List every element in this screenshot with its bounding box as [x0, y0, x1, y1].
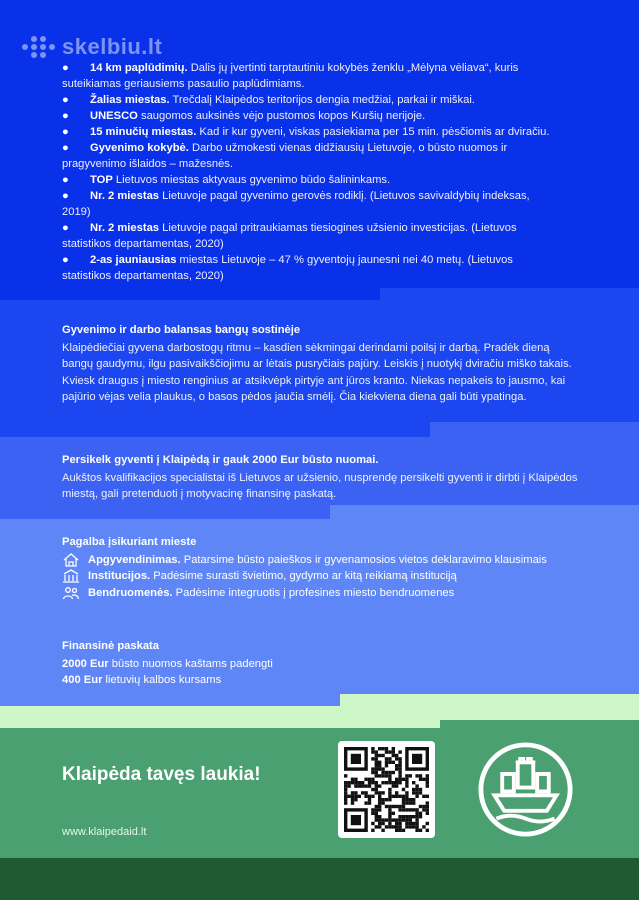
- help-section: [62, 534, 582, 601]
- website-link[interactable]: www.klaipedaid.lt: [62, 826, 147, 838]
- list-item: ● Gyvenimo kokybė. Darbo užmokesti vienas didžiausių Lietuvoje, o būsto nuomos ir pragyvenimo išlaidos – mažesnės.: [62, 142, 508, 170]
- facts-list: [62, 60, 582, 284]
- fact-text: miestas Lietuvoje – 47 % gyventojų jaunesni nei 40 metų. (Lietuvos: [176, 254, 513, 266]
- relocate-heading: Persikelk gyventi į Klaipėdą ir gauk 2000 Eur būsto nuomai.: [62, 454, 379, 466]
- institution-icon: [62, 569, 80, 583]
- fact-text-cont: 2019): [62, 206, 91, 218]
- help-text: Padėsime surasti švietimo, gydymo ar kitą reikiamą instituciją: [150, 570, 457, 582]
- help-heading: Pagalba įsikuriant mieste: [62, 536, 197, 548]
- fact-text: Dalis jų įvertinti tarptautiniu kokybės ženklu „Mėlyna vėliava“, kuris: [187, 62, 519, 74]
- fact-bold: TOP: [90, 174, 113, 186]
- fact-bold: 2-as jauniausias: [90, 254, 177, 266]
- relocate-body: Aukštos kvalifikacijos specialistai iš Lietuvos ar užsienio, nusprendę persikelti gyventi ir dirbti į Klaipėdos miestą, gali pretenduoti į motyvacinę finansinę paskatą.: [62, 471, 578, 500]
- list-item: ● TOP Lietuvos miestas aktyvaus gyvenimo būdo šalininkams.: [62, 174, 391, 186]
- people-icon: [62, 586, 80, 600]
- list-item: ● Žalias miestas. Trečdalį Klaipėdos teritorijos dengia medžiai, parkai ir miškai.: [62, 94, 475, 106]
- qr-code-pattern: [344, 747, 429, 832]
- list-item: ● Nr. 2 miestas Lietuvoje pagal pritraukiamas tiesiogines užsienio investicijas. (Lietuvos statistikos departamentas, 2020): [62, 222, 517, 250]
- cta-heading: Klaipėda tavęs laukia!: [62, 764, 261, 785]
- list-item: ● 15 minučių miestas. Kad ir kur gyveni, viskas pasiekiama per 15 min. pėsčiomis ar dviračiu.: [62, 126, 550, 138]
- fact-text: Trečdalį Klaipėdos teritorijos dengia medžiai, parkai ir miškai.: [169, 94, 475, 106]
- fact-bold: UNESCO: [90, 110, 138, 122]
- help-bold: Institucijos.: [88, 570, 151, 582]
- finance-line: [62, 656, 582, 673]
- help-bold: Apgyvendinimas.: [88, 553, 181, 566]
- finance-text: būsto nuomos kaštams padengti: [108, 657, 273, 670]
- help-item-communities: [62, 585, 582, 602]
- help-text: Patarsime būsto paieškos ir gyvenamosios vietos deklaravimo klausimais: [180, 553, 547, 566]
- balance-heading: Gyvenimo ir darbo balansas bangų sostinėje: [62, 324, 301, 336]
- finance-section: [62, 638, 582, 689]
- skelbiu-logo[interactable]: [22, 34, 162, 60]
- house-icon: [62, 553, 80, 567]
- list-item: ● 14 km paplūdimių. Dalis jų įvertinti tarptautiniu kokybės ženklu „Mėlyna vėliava“, kuris suteikiamas geriausiems pasaulio paplūdimiams.: [62, 62, 519, 90]
- dots-icon: [22, 34, 56, 60]
- finance-line: [62, 672, 582, 689]
- fact-text: Lietuvoje pagal pritraukiamas tiesiogines užsienio investicijas. (Lietuvos: [159, 222, 517, 234]
- help-text: Padėsime integruotis į profesines miesto bendruomenes: [172, 586, 455, 599]
- finance-text: lietuvių kalbos kursams: [102, 674, 222, 686]
- help-bold: Bendruomenės.: [88, 586, 173, 599]
- footer-bottom-band: [0, 858, 639, 900]
- fact-text: Lietuvos miestas aktyvaus gyvenimo būdo šalininkams.: [112, 174, 391, 186]
- balance-section: [62, 322, 582, 406]
- fact-bold: Žalias miestas.: [90, 94, 170, 106]
- finance-heading: Finansinė paskata: [62, 640, 159, 652]
- logo-text: skelbiu.lt: [62, 34, 163, 59]
- list-item: ● UNESCO saugomos auksinės vėjo pustomos kopos Kuršių nerijoje.: [62, 110, 426, 122]
- finance-amount: 2000 Eur: [62, 657, 109, 670]
- fact-text-cont: pragyvenimo išlaidos – mažesnės.: [62, 158, 234, 170]
- relocate-section: [62, 452, 582, 503]
- fact-text: Lietuvoje pagal gyvenimo gerovės rodiklį. (Lietuvos savivaldybių indeksas,: [159, 190, 530, 202]
- fact-text-cont: suteikiamas geriausiems pasaulio paplūdimiams.: [62, 78, 305, 90]
- fact-bold: 14 km paplūdimių.: [90, 62, 188, 74]
- fact-bold: Nr. 2 miestas: [90, 190, 160, 202]
- fact-text: saugomos auksinės vėjo pustomos kopos Kuršių nerijoje.: [137, 110, 426, 122]
- list-item: ● 2-as jauniausias miestas Lietuvoje – 47 % gyventojų jaunesni nei 40 metų. (Lietuvos statistikos departamentas, 2020): [62, 254, 513, 282]
- fact-bold: Gyvenimo kokybė.: [90, 142, 189, 154]
- qr-code-icon[interactable]: [338, 741, 435, 838]
- fact-bold: 15 minučių miestas.: [90, 126, 197, 138]
- fact-text: Kad ir kur gyveni, viskas pasiekiama per 15 min. pėsčiomis ar dviračiu.: [196, 126, 550, 138]
- fact-text: Darbo užmokesti vienas didžiausių Lietuvoje, o būsto nuomos ir: [188, 142, 508, 154]
- fact-text-cont: statistikos departamentas, 2020): [62, 238, 224, 250]
- list-item: ● Nr. 2 miestas Lietuvoje pagal gyvenimo gerovės rodiklį. (Lietuvos savivaldybių indeksas, 2019): [62, 190, 530, 218]
- finance-amount: 400 Eur: [62, 674, 103, 686]
- klaipeda-emblem-icon: [477, 741, 574, 838]
- fact-text-cont: statistikos departamentas, 2020): [62, 270, 224, 282]
- help-item-institutions: [62, 568, 582, 585]
- help-item-accommodation: [62, 552, 582, 569]
- fact-bold: Nr. 2 miestas: [90, 222, 160, 234]
- balance-body: Klaipėdiečiai gyvena darbostogų ritmu – kasdien sėkmingai derindami poilsį ir darbą. Pradėk dieną bangų gaudymu, ilgu pasivaikščiojimu ar lėtais pusryčiais pajūry. Leiskis į nuotykį dviračiu miško takais. Kviesk draugus į miesto renginius ar atsikvėpk pirtyje ant jūros kranto. Niekas nepakeis to jausmo, kai pajūrio vėjas velia plaukus, o basos pėdos jaučia smėlį. Čia kiekviena diena gali būti ypatinga.: [62, 341, 572, 403]
